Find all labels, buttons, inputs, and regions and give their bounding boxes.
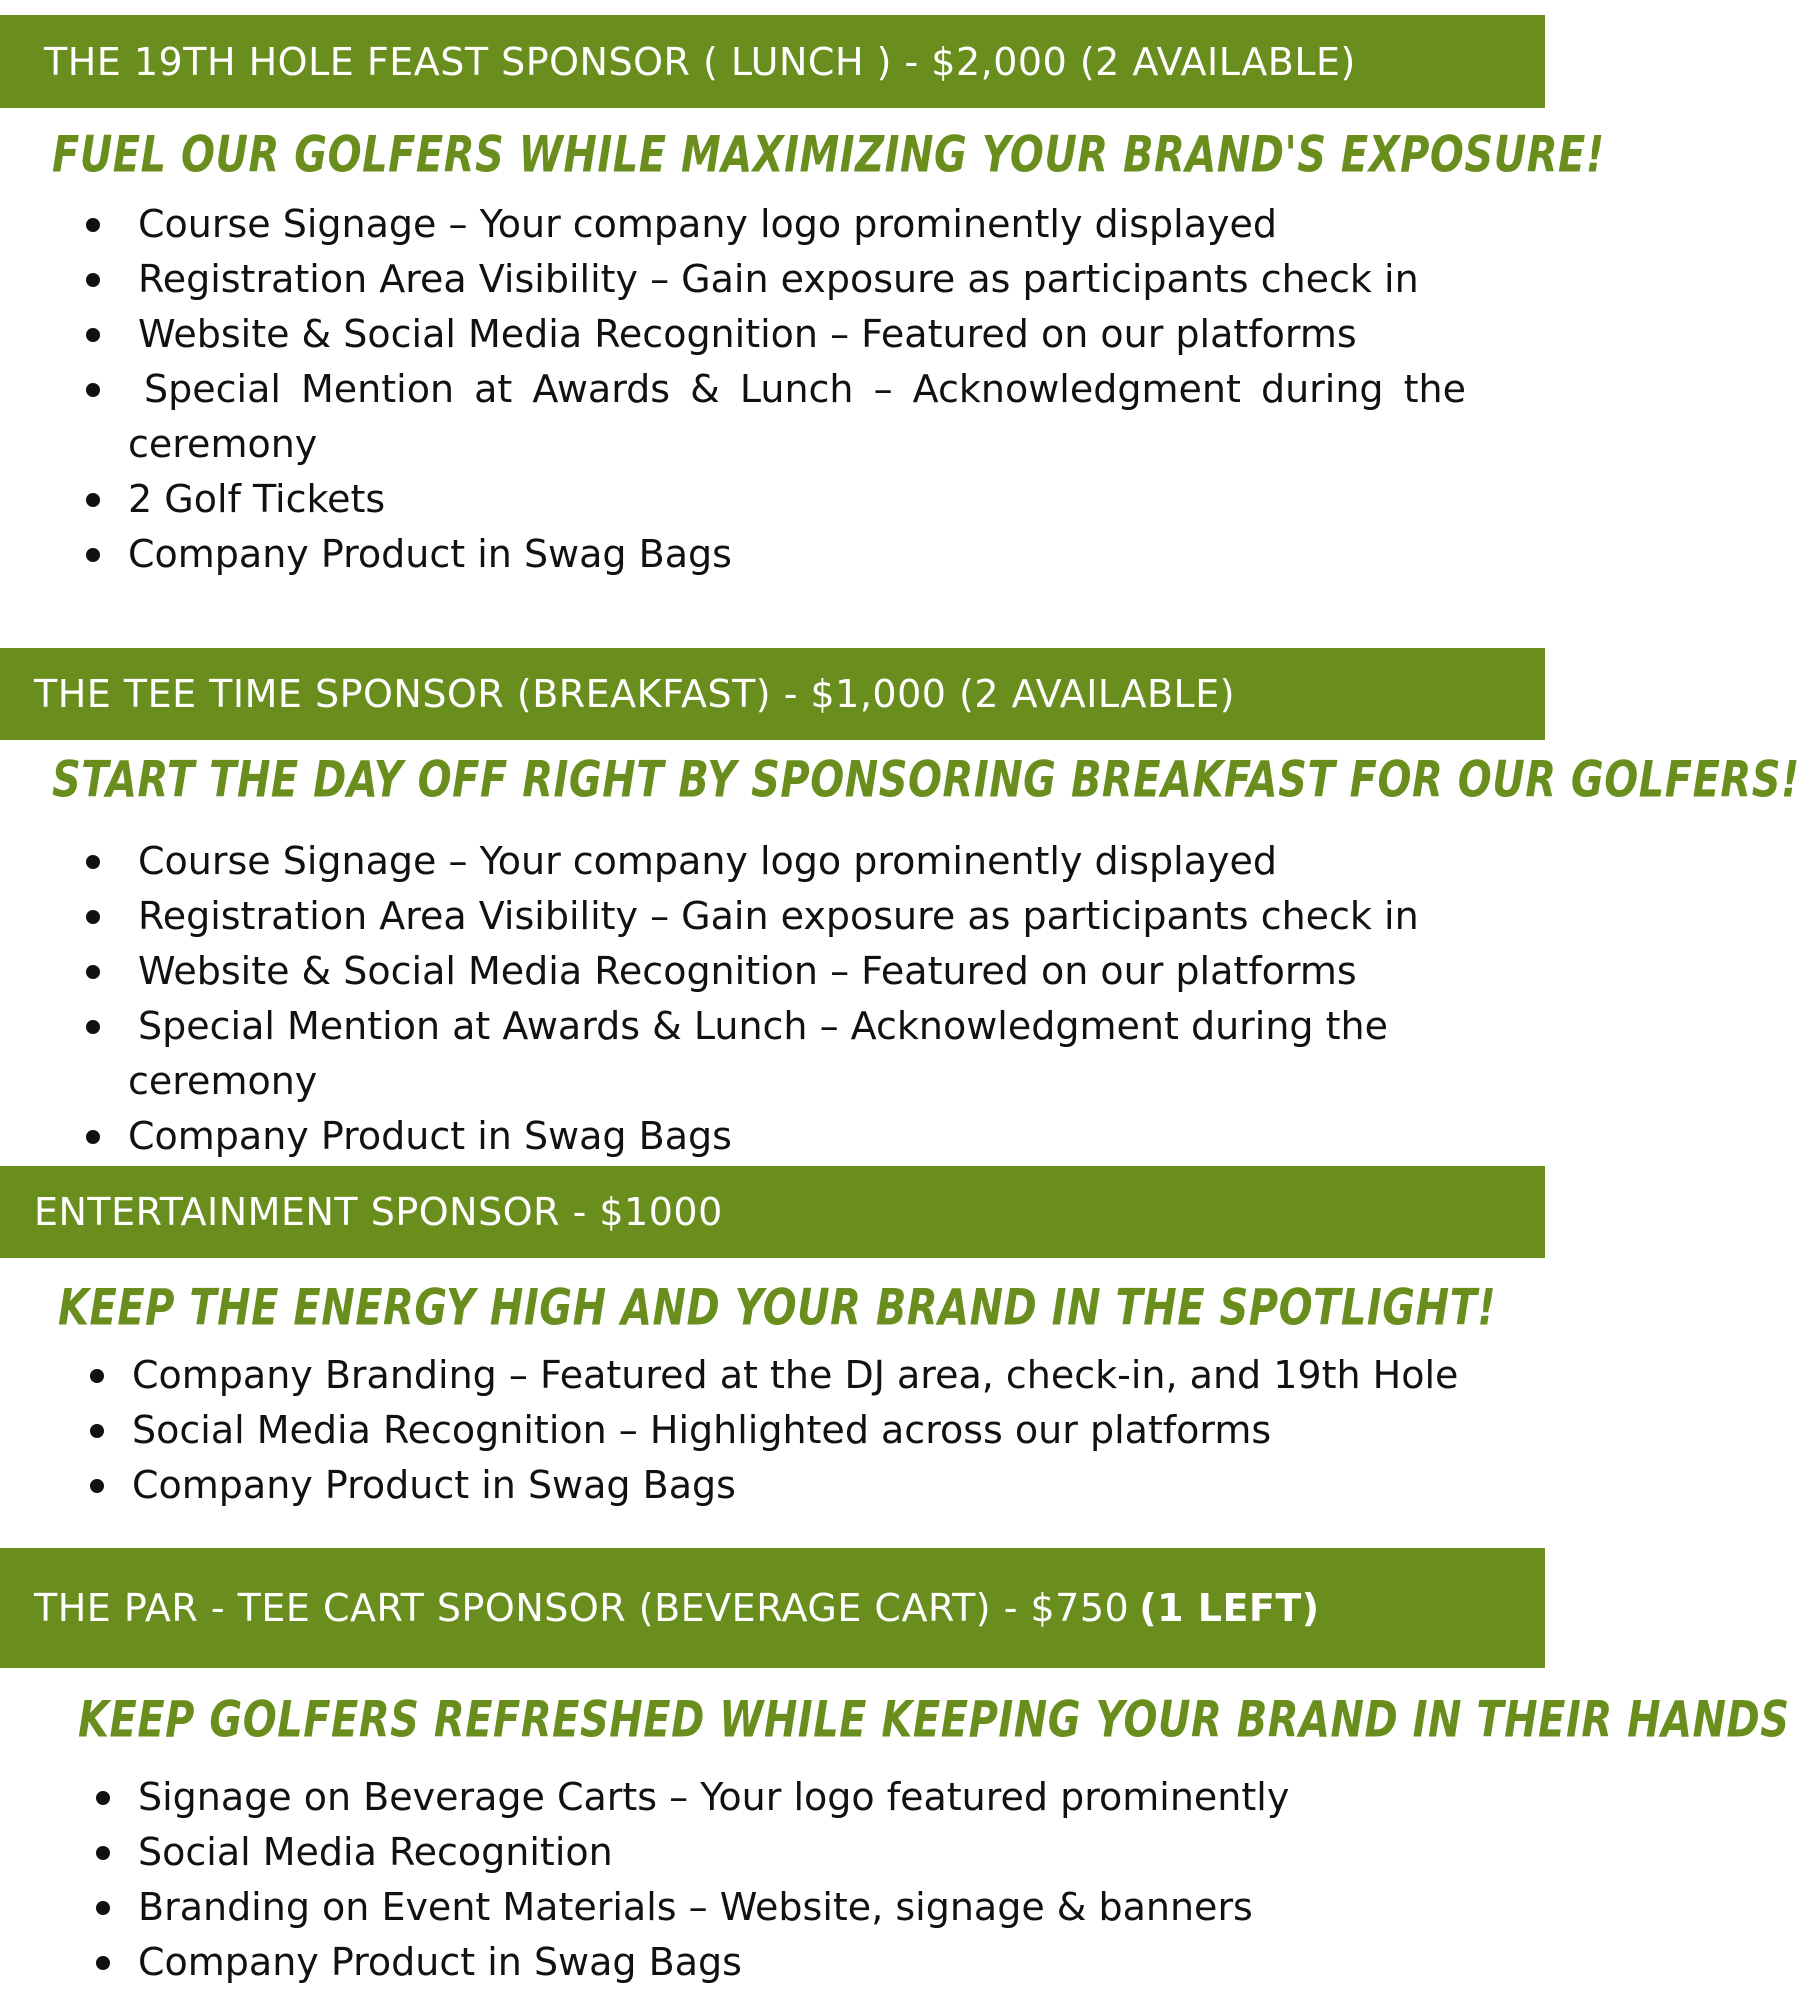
availability-badge: (1 LEFT) [1139,1586,1320,1630]
list-item: Company Product in Swag Bags [138,1935,1289,1990]
list-item: Special Mention at Awards & Lunch – Acknowledgment during the [128,362,1466,417]
section-header-text: THE 19TH HOLE FEAST SPONSOR ( LUNCH ) - $2,000 (2 AVAILABLE) [44,39,1356,84]
section-header-breakfast-sponsor [0,648,1545,740]
section-header-text: ENTERTAINMENT SPONSOR - $1000 [34,1190,723,1234]
list-item-continuation: ceremony [128,1059,318,1103]
section-header-beverage-cart-sponsor [0,1548,1545,1668]
section-header-entertainment-sponsor [0,1166,1545,1258]
section-tagline: KEEP THE ENERGY HIGH AND YOUR BRAND IN THE SPOTLIGHT! [58,1279,1497,1337]
benefits-list-entertainment [132,1348,1458,1513]
list-item: Company Product in Swag Bags [128,1109,1419,1164]
list-item: Registration Area Visibility – Gain exposure as participants check in [128,889,1419,944]
benefits-list-beverage-cart [138,1770,1289,1990]
benefits-list-breakfast [128,834,1419,1164]
section-tagline: KEEP GOLFERS REFRESHED WHILE KEEPING YOUR BRAND IN THEIR HANDS [78,1691,1790,1749]
list-item: Company Product in Swag Bags [128,527,1466,582]
list-item: Registration Area Visibility – Gain exposure as participants check in [128,252,1466,307]
list-item: Website & Social Media Recognition – Featured on our platforms [128,307,1466,362]
list-item: Company Product in Swag Bags [132,1458,1458,1513]
section-header-text: THE TEE TIME SPONSOR (BREAKFAST) - $1,000 (2 AVAILABLE) [34,672,1236,716]
list-item: Signage on Beverage Carts – Your logo featured prominently [138,1770,1289,1825]
section-header-text: THE PAR - TEE CART SPONSOR (BEVERAGE CART) - $750 [34,1586,1130,1630]
section-header-lunch-sponsor [0,15,1545,108]
list-item: Social Media Recognition [138,1825,1289,1880]
list-item: Course Signage – Your company logo prominently displayed [128,197,1466,252]
section-tagline: START THE DAY OFF RIGHT BY SPONSORING BREAKFAST FOR OUR GOLFERS! [52,751,1800,809]
list-item: Branding on Event Materials – Website, signage & banners [138,1880,1289,1935]
list-item: Website & Social Media Recognition – Featured on our platforms [128,944,1419,999]
list-item: 2 Golf Tickets [128,472,1466,527]
list-item: Special Mention at Awards & Lunch – Acknowledgment during the [128,999,1419,1054]
list-item: Course Signage – Your company logo prominently displayed [128,834,1419,889]
list-item: Social Media Recognition – Highlighted across our platforms [132,1403,1458,1458]
list-item: Company Branding – Featured at the DJ area, check-in, and 19th Hole [132,1348,1458,1403]
section-tagline: FUEL OUR GOLFERS WHILE MAXIMIZING YOUR BRAND'S EXPOSURE! [52,126,1605,184]
benefits-list-lunch [128,197,1466,582]
list-item-continuation: ceremony [128,422,318,466]
